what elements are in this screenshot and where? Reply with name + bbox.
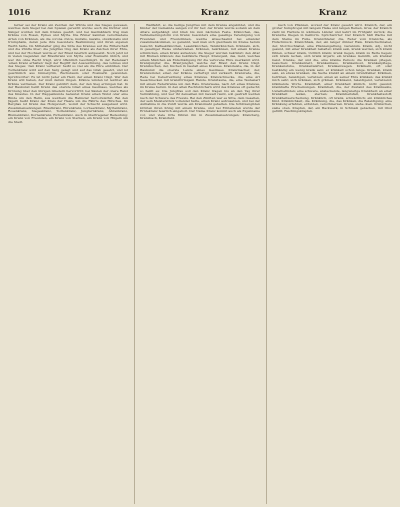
page-header [8, 6, 392, 18]
column-3-text: nach von Pflanzen, worauf der Kranz gesetzt wird. Kranich, der, ein großer Sumpfvogel mit langem Halse und langen Beinen, Grus; der Kranich zieht im Herbste in wärmere Länder und kehrt im Frühjahr zurück; die Kraniche fliegen in Keilform. Sprichwörter: Der Kranich hält Wache mit dem Steine im Fuße. Kranichfeder, die, Feder vom Kraniche, als Hutschmuck. Kranichhals, der, ein langer dünner Hals. Kranichschnabel, der, Storchschnabel, eine Pflanzengattung, Geranium. Krank, Adj., nicht gesund, mit einer Krankheit behaftet; krank sein, krank werden, sich krank fühlen, schwer krank, tödtlich krank; krank liegen, krank zu Bette liegen; sich krank lachen, sich krank ärgern; ein krankes Gemüth, ein kranker Geist. Kranke, der und die, eine kranke Person; die Kranken pflegen, besuchen; Krankenbett, Krankenhaus, Krankenkost, Krankenpflege, Krankenstube, Krankenwärter, Krankenwagen. Kränkeln, oft oder beständig ein wenig krank sein; er kränkelt schon lange. Kranken, krank sein, an etwas kranken; die Sache krankt an einem Grundfehler. Kränken, betrüben, beleidigen, verletzen; einen an seiner Ehre kränken; das kränkt mich sehr; sich kränken, sich grämen. Kränkend, beleidigend, verletzend; kränkende Worte. Krankhaft, einer Krankheit ähnlich, nicht gesund; krankhafte Erscheinungen. Krankheit, die, der Zustand des Krankseins, Uebelbefinden; eine schwere, ansteckende, langwierige Krankheit; an einer Krankheit leiden, sterben; Krankheitsfall, Krankheitsstoff, Krankheitserscheinung. Kränklich, oft krank, schwächlich; ein kränkliches Kind. Kränklichkeit, die. Kränkung, die, das Kränken, die Beleidigung; eine Kränkung erfahren, erdulden, verschmerzen. Kranz, siehe oben. Kränzchen, siehe oben. Krapfen, der, ein Backwerk, in Schmalz gebacken, mit Obst gefüllt; Faschingskrapfen. [272, 24, 392, 114]
running-head-left: Kranz [82, 7, 112, 17]
running-head-right: Kranz [318, 7, 348, 17]
column-2 [134, 24, 260, 504]
column-1 [8, 24, 128, 504]
header-rule [8, 20, 392, 21]
column-2-text: Wallfahrt, so die heilige Jungfrau mit dem Kranze abgebildet, und die Kinder der Gemeinde sangen vor ihr her; der Kranz wurde sodann an dem Altare aufgehängt und blieb bis zum nächsten Feste. Kränzchen, das, Verkleinerungsform von Kranz; besonders eine gesellige Vereinigung von Freunden und Freundinnen, welche abwechselnd bei einander zusammenkommen, so genannt, weil man sich gleichsam im Kreise herum besucht; Kaffeekränzchen, Lesekränzchen, Tanzkränzchen. Kränzeln, sich, in geselliger Weise umherziehen. Kränzen, bekränzen, mit einem Kranze schmücken, einen Kranz aufsetzen; die Sieger wurden bekränzt; den Altar mit Blumen kränzen; das bekränzte Haupt. Kranzgeld, das, Geld, welches einem Mädchen als Entschädigung für die verlorene Ehre zuerkannt wird. Kranzjungfer, die, Brautjungfer, welche der Braut den Kranz trägt. Kranzkuchen, der, Kuchen in Gestalt eines Kranzes. Kranzleiste, die, in der Baukunst die oberste Leiste eines Gesimses. Kranzmacher, der, Kranzwinder, einer, der Kränze verfertigt und verkauft. Kranzrede, die, Rede bei Ueberreichung eines Kranzes. Kranzschnecke, die, eine Art Seeschnecken mit kranzförmigem Rande. Kranztaube, die, eine Taubenart mit einem Federkranze um den Hals. Kranzweise, nach Art eines Kranzes, im Kreise herum. In den alten Rechtsbüchern wird des Kranzes oft gedacht; so heißt es: Die Jungfrau soll den Kranz tragen bis an den Tag ihrer Vermählung, und wer ihr denselben mit Gewalt raubt, soll gestraft werden nach der Schwere des Frevels. Bei den Zünften war es Sitte, dem Gesellen, der sein Meisterstück vollendet hatte, einen Kranz aufzusetzen, und bei der Aufnahme in die Zunft wurde ein Kranzmahl gehalten. Die Schützengilden krönten ihren König mit einem Kranze, und bei Erntefesten wurde der Erntekranz feierlich eingeholt. Der Name Kranz kommt auch als Eigenname vor, und viele Orte führen ihn in Zusammensetzungen; Kranzberg, Kranzbach, Kranzfeld. [140, 24, 260, 121]
text-columns [8, 24, 392, 504]
column-3 [266, 24, 392, 504]
page-number: 1016 [8, 7, 31, 17]
column-1-text: ferner sei der Kranz ein Zeichen der Würde und des Sieges gewesen, welches dem Sieger bei den Spielen gereicht wurde; auch die Dichter und Sänger wurden mit dem Kranze geehrt, und bei Gastmählern trug man Kränze von Rosen, Epheu und Myrte. Die Römer kannten verschiedene Arten von Kränzen, als die corona civica, muralis, navalis, obsidionalis und triumphalis, deren jede ihre besondere Bestimmung und ihren eigenen Werth hatte. Im Mittelalter ging die Sitte des Kranzes auf die Ritterschaft und die Zünfte über; die Jungfrau trug den Kranz als Zeichen ihrer Ehre, und bei der Hochzeit wurde er der Braut feierlich aufgesetzt. Noch jetzt ist in vielen Gegenden der Brautkranz von Myrte oder Rosmarin üblich, und wer ihn ohne Recht trägt, wird öffentlich beschimpft. In der Redensart 'einen Kranz erhalten' liegt der Begriff der Auszeichnung, des Lohnes und des Sieges; 'den Kranz verlieren' heißt so viel als die Ehre einbüßen. Der Todtenkranz wird auf den Sarg gelegt und auf das Grab gesetzt, und ist gewöhnlich aus Immergrün, Buchsbaum oder Rosmarin gewunden. Sprichwörter: Es ist nicht Jeder ein Held, der einen Kranz trägt. Wer den Kranz will haben, der muß darum ringen. Kränze winden ist leichter als Kränze verdienen. Der Kranz gebührt dem, der den Sieg errungen hat. In der Baukunst heißt Kranz das oberste Glied eines Gesimses, welches als Krönung über den übrigen Gliedern hervortritt; bei Säulen der obere Rand des Knaufes. In der Wappenkunde bedeutet Kranz einen Wulst oder eine Binde um den Helm, aus welchem die Helmzier hervorwächst. Bei den Jägern heißt Kranz der Kreis der Haare um die Fährte des Hirsches. Im Bergbau ist Kranz das Holzgeviert, womit der Schacht ausgebaut wird. Zusammensetzungen: Brautkranz, Ehrenkranz, Lorbeerkranz, Myrtenkranz, Rosenkranz, Siegeskranz, Todtenkranz, Jungfernkranz, Ährenkranz, Blumenkranz, Dornenkranz, Eichenkranz. Auch in übertragener Bedeutung: ein Kranz von Freunden, ein Kranz von Sternen, ein Kranz von Hügeln um die Stadt. [8, 24, 128, 124]
running-head-center: Kranz [200, 7, 230, 17]
